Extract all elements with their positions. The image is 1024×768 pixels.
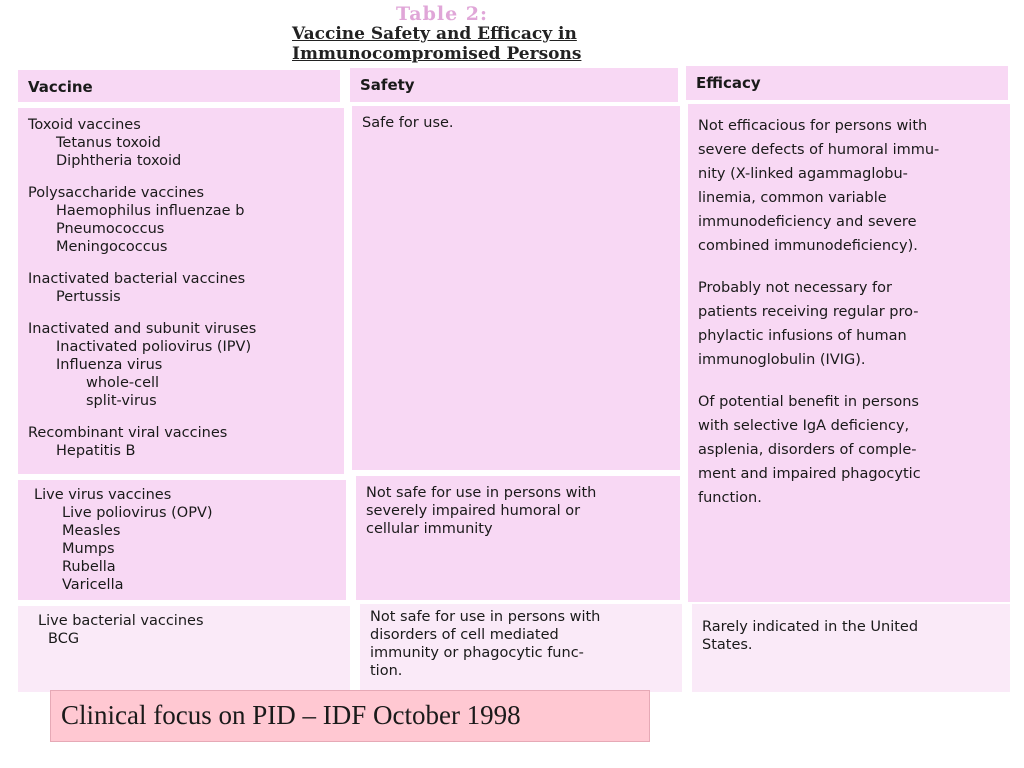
vaccine-item: Pertussis bbox=[56, 289, 121, 305]
safety-text: Safe for use. bbox=[362, 115, 454, 131]
row3-safety-cell bbox=[360, 604, 682, 692]
row3-vaccine-cell bbox=[18, 606, 350, 692]
vaccine-subitem: whole-cell bbox=[86, 375, 160, 391]
efficacy-line: patients receiving regular pro- bbox=[698, 304, 919, 320]
efficacy-line: Not efficacious for persons with bbox=[698, 118, 928, 134]
group-title: Recombinant viral vaccines bbox=[28, 425, 228, 441]
vaccine-item: Diphtheria toxoid bbox=[56, 153, 182, 169]
row1-safety-cell bbox=[352, 106, 680, 470]
group-title: Inactivated and subunit viruses bbox=[28, 321, 257, 337]
source-caption: Clinical focus on PID – IDF October 1998 bbox=[50, 690, 650, 742]
vaccine-item: Influenza virus bbox=[56, 357, 163, 373]
safety-line: immunity or phagocytic func- bbox=[370, 645, 584, 661]
safety-line: disorders of cell mediated bbox=[370, 627, 559, 643]
vaccine-item: Haemophilus influenzae b bbox=[56, 203, 245, 219]
efficacy-line: Probably not necessary for bbox=[698, 280, 892, 296]
group-inactivated-bacterial bbox=[28, 270, 334, 306]
efficacy-line: Of potential benefit in persons bbox=[698, 394, 919, 410]
header-vaccine: Vaccine bbox=[18, 70, 340, 102]
vaccine-item: Hepatitis B bbox=[56, 443, 136, 459]
efficacy-paragraph-2 bbox=[698, 276, 1000, 372]
vaccine-item: Pneumococcus bbox=[56, 221, 165, 237]
table-label: Table 2: bbox=[395, 3, 489, 25]
efficacy-line: States. bbox=[702, 637, 753, 653]
vaccine-subitem: split-virus bbox=[86, 393, 157, 409]
row2-safety-cell bbox=[356, 476, 680, 600]
title-line-2: Immunocompromised Persons bbox=[292, 44, 582, 64]
title-line-1: Vaccine Safety and Efficacy in bbox=[292, 24, 577, 44]
efficacy-line: immunoglobulin (IVIG). bbox=[698, 352, 866, 368]
header-safety: Safety bbox=[350, 68, 678, 102]
efficacy-line: immunodeficiency and severe bbox=[698, 214, 917, 230]
efficacy-line: severe defects of humoral immu- bbox=[698, 142, 940, 158]
group-title: Polysaccharide vaccines bbox=[28, 185, 204, 201]
efficacy-line: ment and impaired phagocytic bbox=[698, 466, 921, 482]
vaccine-item: Rubella bbox=[62, 559, 116, 575]
efficacy-line: combined immunodeficiency). bbox=[698, 238, 918, 254]
group-title: Inactivated bacterial vaccines bbox=[28, 271, 246, 287]
efficacy-line: with selective IgA deficiency, bbox=[698, 418, 910, 434]
efficacy-line: nity (X-linked agammaglobu- bbox=[698, 166, 908, 182]
efficacy-paragraph-1 bbox=[698, 114, 1000, 258]
efficacy-line: linemia, common variable bbox=[698, 190, 887, 206]
efficacy-paragraph-3 bbox=[698, 390, 1000, 510]
row3-efficacy-cell bbox=[692, 604, 1010, 692]
vaccine-item: Live poliovirus (OPV) bbox=[62, 505, 213, 521]
vaccine-item: Meningococcus bbox=[56, 239, 168, 255]
row2-vaccine-cell bbox=[18, 480, 346, 600]
safety-line: Not safe for use in persons with bbox=[366, 485, 597, 501]
vaccine-item: Inactivated poliovirus (IPV) bbox=[56, 339, 252, 355]
efficacy-main-cell bbox=[688, 104, 1010, 602]
group-recombinant bbox=[28, 424, 334, 460]
group-title: Live bacterial vaccines bbox=[38, 613, 204, 629]
group-title: Toxoid vaccines bbox=[28, 117, 141, 133]
efficacy-line: asplenia, disorders of comple- bbox=[698, 442, 917, 458]
group-polysaccharide bbox=[28, 184, 334, 256]
efficacy-line: Rarely indicated in the United bbox=[702, 619, 919, 635]
table-title bbox=[292, 4, 752, 64]
group-inactivated-subunit bbox=[28, 320, 334, 410]
header-efficacy: Efficacy bbox=[686, 66, 1008, 100]
row1-vaccine-cell bbox=[18, 108, 344, 474]
safety-line: tion. bbox=[370, 663, 403, 679]
efficacy-line: function. bbox=[698, 490, 762, 506]
safety-line: Not safe for use in persons with bbox=[370, 609, 601, 625]
vaccine-item: Measles bbox=[62, 523, 121, 539]
vaccine-item: Mumps bbox=[62, 541, 115, 557]
safety-line: cellular immunity bbox=[366, 521, 493, 537]
safety-line: severely impaired humoral or bbox=[366, 503, 581, 519]
vaccine-item: Varicella bbox=[62, 577, 124, 593]
efficacy-line: phylactic infusions of human bbox=[698, 328, 907, 344]
group-toxoid bbox=[28, 116, 334, 170]
group-title: Live virus vaccines bbox=[34, 487, 172, 503]
vaccine-item: Tetanus toxoid bbox=[56, 135, 161, 151]
vaccine-item: BCG bbox=[48, 631, 80, 647]
